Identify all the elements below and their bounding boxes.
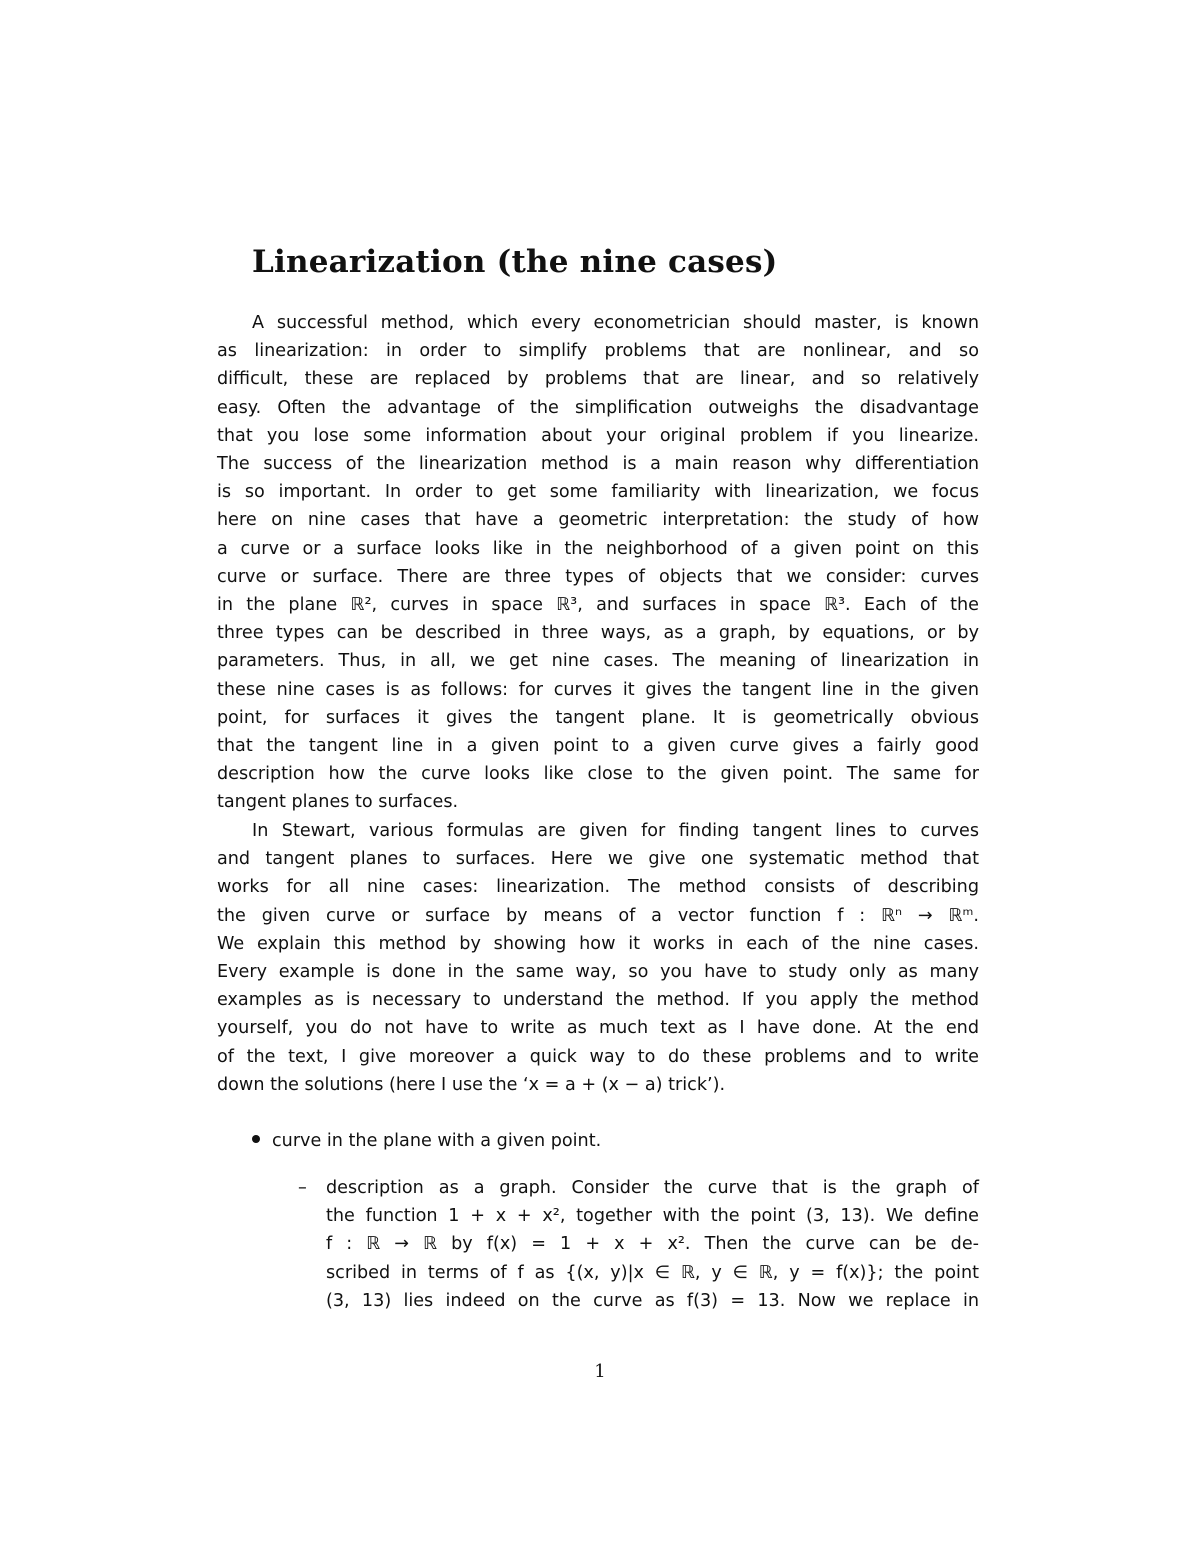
paragraph-line: difficult, these are replaced by problems that are linear, and so relatively bbox=[217, 369, 979, 390]
paragraph-line: works for all nine cases: linearization. The method consists of describing bbox=[217, 877, 979, 898]
paragraph-line: down the solutions (here I use the ‘x = a + (x − a) trick’). bbox=[217, 1074, 726, 1095]
paragraph-line: these nine cases is as follows: for curves it gives the tangent line in the given bbox=[217, 679, 979, 700]
dash-marker: – bbox=[298, 1178, 307, 1198]
paragraph-line: In Stewart, various formulas are given for finding tangent lines to curves bbox=[252, 821, 979, 841]
document-title: Linearization (the nine cases) bbox=[252, 244, 778, 280]
paragraph-line: scribed in terms of f as {(x, y)|x ∈ ℝ, y ∈ ℝ, y = f(x)}; the point bbox=[326, 1262, 979, 1283]
paragraph-line: easy. Often the advantage of the simplification outweighs the disadvantage bbox=[217, 397, 979, 418]
paragraph-line: Every example is done in the same way, so you have to study only as many bbox=[217, 962, 979, 983]
method-paragraph bbox=[217, 817, 979, 1099]
bullet-icon bbox=[252, 1135, 260, 1143]
paragraph-line: that the tangent line in a given point to a given curve gives a fairly good bbox=[217, 736, 979, 757]
paragraph-line: parameters. Thus, in all, we get nine cases. The meaning of linearization in bbox=[217, 651, 979, 672]
page-number: 1 bbox=[594, 1361, 606, 1382]
paragraph-line: of the text, I give moreover a quick way to do these problems and to write bbox=[217, 1046, 979, 1067]
paragraph-line: a curve or a surface looks like in the neighborhood of a given point on this bbox=[217, 538, 979, 559]
paragraph-line: (3, 13) lies indeed on the curve as f(3) = 13. Now we replace in bbox=[326, 1290, 979, 1311]
paragraph-line: We explain this method by showing how it works in each of the nine cases. bbox=[217, 933, 979, 954]
paragraph-line: here on nine cases that have a geometric interpretation: the study of how bbox=[217, 510, 979, 531]
paragraph-line: yourself, you do not have to write as much text as I have done. At the end bbox=[217, 1018, 979, 1039]
paragraph-line: is so important. In order to get some familiarity with linearization, we focus bbox=[217, 482, 979, 503]
intro-paragraph bbox=[217, 309, 979, 817]
bullet-text: curve in the plane with a given point. bbox=[272, 1131, 602, 1151]
paragraph-line: The success of the linearization method is a main reason why differentiation bbox=[217, 454, 979, 475]
paragraph-line: and tangent planes to surfaces. Here we give one systematic method that bbox=[217, 849, 979, 870]
bullet-item bbox=[252, 1127, 601, 1155]
sub-item-paragraph bbox=[326, 1174, 979, 1315]
paragraph-line: description as a graph. Consider the curve that is the graph of bbox=[326, 1178, 979, 1198]
paragraph-line: in the plane ℝ², curves in space ℝ³, and surfaces in space ℝ³. Each of the bbox=[217, 595, 979, 616]
paragraph-line: as linearization: in order to simplify problems that are nonlinear, and so bbox=[217, 341, 979, 362]
paragraph-line: the function 1 + x + x², together with the point (3, 13). We define bbox=[326, 1206, 979, 1227]
paragraph-line: three types can be described in three ways, as a graph, by equations, or by bbox=[217, 623, 979, 644]
paragraph-line: curve or surface. There are three types of objects that we consider: curves bbox=[217, 566, 979, 587]
paragraph-line: examples as is necessary to understand the method. If you apply the method bbox=[217, 990, 979, 1011]
paragraph-line: that you lose some information about your original problem if you linearize. bbox=[217, 425, 979, 446]
paragraph-line: description how the curve looks like close to the given point. The same for bbox=[217, 764, 979, 785]
paragraph-line: tangent planes to surfaces. bbox=[217, 792, 459, 813]
paragraph-line: f : ℝ → ℝ by f(x) = 1 + x + x². Then the curve can be de- bbox=[326, 1234, 979, 1255]
paragraph-line: A successful method, which every econometrician should master, is known bbox=[252, 313, 979, 333]
paragraph-line: the given curve or surface by means of a vector function f : ℝⁿ → ℝᵐ. bbox=[217, 905, 979, 926]
paragraph-line: point, for surfaces it gives the tangent plane. It is geometrically obvious bbox=[217, 707, 979, 728]
